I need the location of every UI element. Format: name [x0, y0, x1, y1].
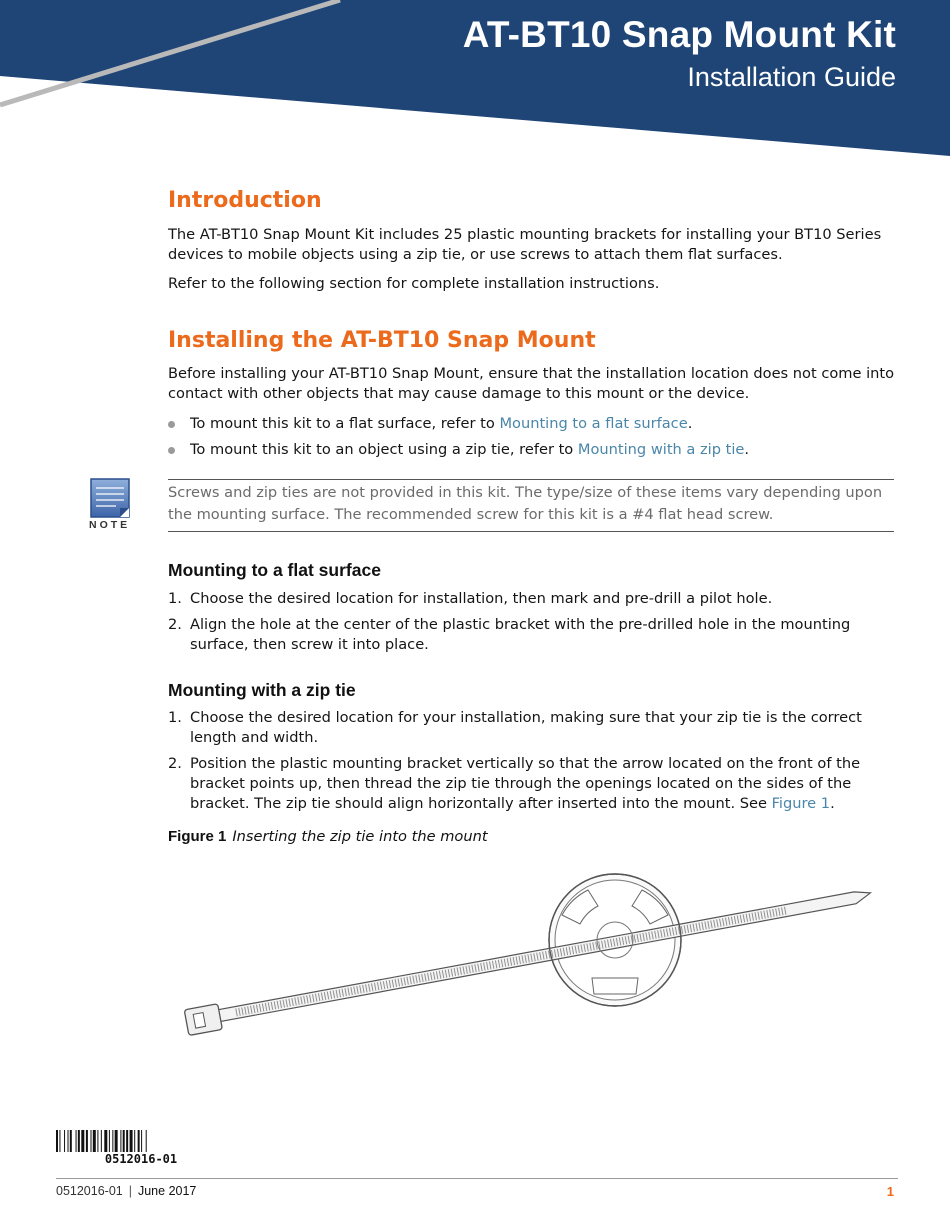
note-label: NOTE: [89, 519, 131, 531]
footer-rule: [56, 1178, 898, 1179]
intro-heading: Introduction: [168, 188, 322, 213]
figure-caption-text: Inserting the zip tie into the mount: [232, 828, 488, 845]
footer-info: [56, 1184, 196, 1198]
step-number: 1.: [168, 590, 182, 607]
step-number: 2.: [168, 755, 182, 772]
bullet-icon: [168, 421, 175, 428]
zip-tie-mount-illustration: [170, 860, 890, 1050]
document-subtitle: Installation Guide: [687, 62, 896, 92]
step-number: 2.: [168, 616, 182, 633]
publish-date: June 2017: [137, 1184, 197, 1198]
link-figure-1[interactable]: Figure 1: [771, 795, 831, 812]
note-top-rule: [168, 479, 894, 480]
footer-separator: |: [128, 1184, 132, 1198]
note-bottom-rule: [168, 531, 894, 532]
step-text: Choose the desired location for your installation, making sure that your zip tie is the correct length and width.: [190, 709, 862, 746]
note-text: Screws and zip ties are not provided in this kit. The type/size of these items vary depending upon the mounting surface. The recommended screw for this kit is a #4 flat head screw.: [168, 484, 883, 523]
document-title: AT-BT10 Snap Mount Kit: [462, 14, 896, 55]
doc-number: 0512016-01: [56, 1184, 123, 1198]
note-icon: [90, 478, 130, 518]
step-number: 1.: [168, 709, 182, 726]
bullet-text: To mount this kit to a flat surface, refer to: [190, 415, 500, 432]
barcode-number: 0512016-01: [104, 1152, 178, 1166]
install-paragraph: Before installing your AT-BT10 Snap Mount, ensure that the installation location does not come into contact with other objects that may cause damage to this mount or the device.: [168, 365, 895, 402]
link-mounting-flat-surface[interactable]: Mounting to a flat surface: [499, 415, 688, 432]
link-mounting-zip-tie[interactable]: Mounting with a zip tie: [577, 441, 745, 458]
flat-surface-heading: Mounting to a flat surface: [168, 560, 381, 580]
step-text: Align the hole at the center of the plastic bracket with the pre-drilled hole in the mounting surface, then screw it into place.: [190, 616, 851, 653]
figure-caption: [168, 828, 488, 845]
bullet-suffix: .: [687, 415, 693, 432]
install-heading: Installing the AT-BT10 Snap Mount: [168, 328, 596, 353]
figure-label: Figure 1: [168, 828, 227, 845]
step-text: Choose the desired location for installation, then mark and pre-drill a pilot hole.: [190, 590, 773, 607]
bullet-text: To mount this kit to an object using a zip tie, refer to: [190, 441, 578, 458]
page-number: 1: [886, 1184, 894, 1199]
intro-paragraph: The AT-BT10 Snap Mount Kit includes 25 plastic mounting brackets for installing your BT10 Series devices to mobile objects using a zip tie, or use screws to attach them flat surfaces.: [168, 226, 882, 263]
bullet-icon: [168, 447, 175, 454]
intro-paragraph-2: Refer to the following section for complete installation instructions.: [168, 275, 660, 292]
barcode: [56, 1130, 226, 1152]
bullet-suffix: .: [744, 441, 750, 458]
step-suffix: .: [830, 795, 835, 812]
step-text: Position the plastic mounting bracket vertically so that the arrow located on the front of the bracket points up, then thread the zip tie through the openings located on the sides of the bracket. The zip tie should align horizontally after inserted into the mount. See: [190, 755, 861, 812]
zip-tie-heading: Mounting with a zip tie: [168, 680, 356, 700]
